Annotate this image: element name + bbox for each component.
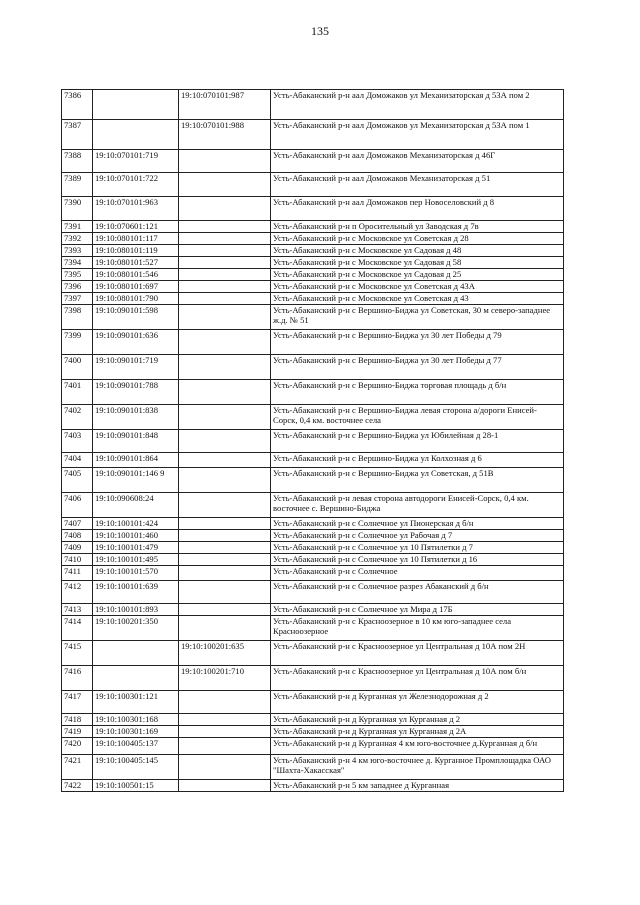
cadastral-number-cell: 19:10:100101:893 bbox=[93, 604, 179, 616]
table-row bbox=[62, 566, 564, 581]
address-cell: Усть-Абаканский р-н п Оросительный ул Заводская д 7в bbox=[271, 221, 564, 233]
row-number-cell: 7418 bbox=[62, 714, 93, 726]
address-cell: Усть-Абаканский р-н с Московское ул Советская д 43А bbox=[271, 281, 564, 293]
cadastral-number-cell: 19:10:100301:168 bbox=[93, 714, 179, 726]
table-row bbox=[62, 430, 564, 453]
cadastral-number-cell: 19:10:100301:121 bbox=[93, 691, 179, 714]
table-row bbox=[62, 380, 564, 405]
row-number-cell: 7398 bbox=[62, 305, 93, 330]
cadastral-number-cell: 19:10:100501:15 bbox=[93, 780, 179, 792]
row-number-cell: 7391 bbox=[62, 221, 93, 233]
address-cell: Усть-Абаканский р-н 5 км западнее д Курганная bbox=[271, 780, 564, 792]
cadastral-number-cell: 19:10:090101:636 bbox=[93, 330, 179, 355]
table-row bbox=[62, 726, 564, 738]
address-cell: Усть-Абаканский р-н аал Доможаков ул Механизаторская д 53А пом 1 bbox=[271, 120, 564, 150]
table-row bbox=[62, 257, 564, 269]
table-row bbox=[62, 233, 564, 245]
address-cell: Усть-Абаканский р-н д Курганная ул Железнодорожная д 2 bbox=[271, 691, 564, 714]
cadastral-number-alt-cell bbox=[179, 305, 271, 330]
table-row bbox=[62, 641, 564, 666]
cadastral-number-alt-cell bbox=[179, 616, 271, 641]
registry-table-body bbox=[62, 90, 564, 792]
cadastral-number-cell: 19:10:080101:697 bbox=[93, 281, 179, 293]
cadastral-number-alt-cell bbox=[179, 269, 271, 281]
address-cell: Усть-Абаканский р-н с Московское ул Советская д 43 bbox=[271, 293, 564, 305]
address-cell: Усть-Абаканский р-н аал Доможаков ул Механизаторская д 53А пом 2 bbox=[271, 90, 564, 120]
table-row bbox=[62, 269, 564, 281]
address-cell: Усть-Абаканский р-н д Курганная 4 км юго-восточнее д.Курганная д б/н bbox=[271, 738, 564, 755]
table-row bbox=[62, 554, 564, 566]
cadastral-number-alt-cell bbox=[179, 453, 271, 468]
row-number-cell: 7404 bbox=[62, 453, 93, 468]
cadastral-number-alt-cell bbox=[179, 726, 271, 738]
cadastral-number-cell: 19:10:090608:24 bbox=[93, 493, 179, 518]
cadastral-number-cell bbox=[93, 666, 179, 691]
table-row bbox=[62, 293, 564, 305]
cadastral-number-alt-cell bbox=[179, 714, 271, 726]
row-number-cell: 7401 bbox=[62, 380, 93, 405]
cadastral-number-cell: 19:10:070101:722 bbox=[93, 173, 179, 197]
cadastral-number-alt-cell: 19:10:100201:710 bbox=[179, 666, 271, 691]
address-cell: Усть-Абаканский р-н с Солнечное ул 10 Пятилетки д 7 bbox=[271, 542, 564, 554]
cadastral-number-alt-cell bbox=[179, 518, 271, 530]
cadastral-number-cell: 19:10:100101:479 bbox=[93, 542, 179, 554]
address-cell: Усть-Абаканский р-н с Вершино-Биджа ул Юбилейная д 28-1 bbox=[271, 430, 564, 453]
cadastral-number-alt-cell bbox=[179, 530, 271, 542]
cadastral-number-cell: 19:10:100405:145 bbox=[93, 755, 179, 780]
cadastral-number-cell: 19:10:100201:350 bbox=[93, 616, 179, 641]
table-row bbox=[62, 780, 564, 792]
row-number-cell: 7409 bbox=[62, 542, 93, 554]
table-row bbox=[62, 90, 564, 120]
table-row bbox=[62, 755, 564, 780]
cadastral-number-alt-cell bbox=[179, 257, 271, 269]
page-number: 135 bbox=[311, 24, 329, 38]
address-cell: Усть-Абаканский р-н с Вершино-Биджа ул 30 лет Победы д 79 bbox=[271, 330, 564, 355]
address-cell: Усть-Абаканский р-н с Солнечное ул Мира д 17Б bbox=[271, 604, 564, 616]
row-number-cell: 7386 bbox=[62, 90, 93, 120]
table-row bbox=[62, 468, 564, 493]
cadastral-number-cell: 19:10:100101:424 bbox=[93, 518, 179, 530]
row-number-cell: 7396 bbox=[62, 281, 93, 293]
row-number-cell: 7408 bbox=[62, 530, 93, 542]
cadastral-number-alt-cell: 19:10:070101:988 bbox=[179, 120, 271, 150]
cadastral-number-alt-cell bbox=[179, 245, 271, 257]
address-cell: Усть-Абаканский р-н д Курганная ул Курганная д 2А bbox=[271, 726, 564, 738]
address-cell: Усть-Абаканский р-н с Вершино-Биджа ул Колхозная д 6 bbox=[271, 453, 564, 468]
address-cell: Усть-Абаканский р-н с Московское ул Садовая д 58 bbox=[271, 257, 564, 269]
row-number-cell: 7394 bbox=[62, 257, 93, 269]
cadastral-number-cell bbox=[93, 641, 179, 666]
row-number-cell: 7403 bbox=[62, 430, 93, 453]
cadastral-number-alt-cell bbox=[179, 542, 271, 554]
row-number-cell: 7389 bbox=[62, 173, 93, 197]
address-cell: Усть-Абаканский р-н левая сторона автодороги Енисей-Сорск, 0,4 км. восточнее с. Вершино-Биджа bbox=[271, 493, 564, 518]
cadastral-number-alt-cell bbox=[179, 755, 271, 780]
row-number-cell: 7413 bbox=[62, 604, 93, 616]
table-row bbox=[62, 530, 564, 542]
table-row bbox=[62, 493, 564, 518]
address-cell: Усть-Абаканский р-н с Солнечное ул 10 Пятилетки д 16 bbox=[271, 554, 564, 566]
address-cell: Усть-Абаканский р-н с Московское ул Садовая д 25 bbox=[271, 269, 564, 281]
table-row bbox=[62, 738, 564, 755]
row-number-cell: 7393 bbox=[62, 245, 93, 257]
cadastral-number-cell: 19:10:100301:169 bbox=[93, 726, 179, 738]
cadastral-number-cell: 19:10:070601:121 bbox=[93, 221, 179, 233]
cadastral-number-cell: 19:10:100101:460 bbox=[93, 530, 179, 542]
row-number-cell: 7388 bbox=[62, 150, 93, 173]
cadastral-number-alt-cell bbox=[179, 150, 271, 173]
row-number-cell: 7395 bbox=[62, 269, 93, 281]
cadastral-number-alt-cell bbox=[179, 430, 271, 453]
cadastral-number-cell: 19:10:080101:117 bbox=[93, 233, 179, 245]
cadastral-number-alt-cell bbox=[179, 197, 271, 221]
table-row bbox=[62, 173, 564, 197]
table-row bbox=[62, 245, 564, 257]
cadastral-number-alt-cell bbox=[179, 554, 271, 566]
cadastral-number-alt-cell bbox=[179, 691, 271, 714]
cadastral-number-cell: 19:10:080101:119 bbox=[93, 245, 179, 257]
row-number-cell: 7417 bbox=[62, 691, 93, 714]
cadastral-number-alt-cell bbox=[179, 173, 271, 197]
row-number-cell: 7387 bbox=[62, 120, 93, 150]
cadastral-number-alt-cell bbox=[179, 293, 271, 305]
address-cell: Усть-Абаканский р-н аал Доможаков Механизаторская д 46Г bbox=[271, 150, 564, 173]
registry-table bbox=[61, 89, 564, 792]
cadastral-number-cell: 19:10:100101:495 bbox=[93, 554, 179, 566]
address-cell: Усть-Абаканский р-н с Красноозерное ул Центральная д 10А пом 2Н bbox=[271, 641, 564, 666]
address-cell: Усть-Абаканский р-н 4 км юго-восточнее д. Курганное Промплощадка ОАО "Шахта-Хакасская" bbox=[271, 755, 564, 780]
row-number-cell: 7399 bbox=[62, 330, 93, 355]
table-row bbox=[62, 355, 564, 380]
address-cell: Усть-Абаканский р-н с Московское ул Советская д 28 bbox=[271, 233, 564, 245]
cadastral-number-cell: 19:10:090101:838 bbox=[93, 405, 179, 430]
row-number-cell: 7420 bbox=[62, 738, 93, 755]
address-cell: Усть-Абаканский р-н с Красноозерное в 10 км юго-западнее села Красноозерное bbox=[271, 616, 564, 641]
cadastral-number-cell: 19:10:090101:719 bbox=[93, 355, 179, 380]
table-row bbox=[62, 305, 564, 330]
cadastral-number-cell: 19:10:080101:790 bbox=[93, 293, 179, 305]
table-row bbox=[62, 453, 564, 468]
address-cell: Усть-Абаканский р-н с Солнечное ул Пионерская д б/н bbox=[271, 518, 564, 530]
table-row bbox=[62, 542, 564, 554]
address-cell: Усть-Абаканский р-н д Курганная ул Курганная д 2 bbox=[271, 714, 564, 726]
cadastral-number-cell bbox=[93, 90, 179, 120]
cadastral-number-cell: 19:10:080101:527 bbox=[93, 257, 179, 269]
row-number-cell: 7416 bbox=[62, 666, 93, 691]
cadastral-number-cell: 19:10:100101:639 bbox=[93, 581, 179, 604]
row-number-cell: 7419 bbox=[62, 726, 93, 738]
cadastral-number-cell: 19:10:080101:546 bbox=[93, 269, 179, 281]
row-number-cell: 7412 bbox=[62, 581, 93, 604]
row-number-cell: 7422 bbox=[62, 780, 93, 792]
address-cell: Усть-Абаканский р-н с Вершино-Биджа ул 30 лет Победы д 77 bbox=[271, 355, 564, 380]
cadastral-number-cell: 19:10:070101:963 bbox=[93, 197, 179, 221]
row-number-cell: 7402 bbox=[62, 405, 93, 430]
row-number-cell: 7421 bbox=[62, 755, 93, 780]
cadastral-number-alt-cell bbox=[179, 380, 271, 405]
table-row bbox=[62, 714, 564, 726]
address-cell: Усть-Абаканский р-н с Солнечное bbox=[271, 566, 564, 581]
address-cell: Усть-Абаканский р-н с Красноозерное ул Центральная д 10А пом б/н bbox=[271, 666, 564, 691]
address-cell: Усть-Абаканский р-н с Вершино-Биджа торговая площадь д б/н bbox=[271, 380, 564, 405]
table-row bbox=[62, 666, 564, 691]
row-number-cell: 7414 bbox=[62, 616, 93, 641]
table-row bbox=[62, 120, 564, 150]
table-row bbox=[62, 616, 564, 641]
table-row bbox=[62, 281, 564, 293]
table-row bbox=[62, 405, 564, 430]
table-row bbox=[62, 197, 564, 221]
cadastral-number-alt-cell bbox=[179, 468, 271, 493]
table-row bbox=[62, 150, 564, 173]
cadastral-number-alt-cell bbox=[179, 566, 271, 581]
cadastral-number-alt-cell: 19:10:070101:987 bbox=[179, 90, 271, 120]
address-cell: Усть-Абаканский р-н с Вершино-Биджа ул Советская, д 51В bbox=[271, 468, 564, 493]
row-number-cell: 7392 bbox=[62, 233, 93, 245]
address-cell: Усть-Абаканский р-н с Вершино-Биджа ул Советская, 30 м северо-западнее ж.д. № 51 bbox=[271, 305, 564, 330]
cadastral-number-cell: 19:10:090101:864 bbox=[93, 453, 179, 468]
cadastral-number-cell: 19:10:090101:848 bbox=[93, 430, 179, 453]
address-cell: Усть-Абаканский р-н с Солнечное разрез Абаканский д б/н bbox=[271, 581, 564, 604]
cadastral-number-alt-cell bbox=[179, 355, 271, 380]
table-row bbox=[62, 691, 564, 714]
row-number-cell: 7405 bbox=[62, 468, 93, 493]
row-number-cell: 7400 bbox=[62, 355, 93, 380]
address-cell: Усть-Абаканский р-н с Вершино-Биджа левая сторона а/дороги Енисей-Сорск, 0,4 км. восточнее села bbox=[271, 405, 564, 430]
table-row bbox=[62, 604, 564, 616]
table-row bbox=[62, 581, 564, 604]
cadastral-number-alt-cell bbox=[179, 738, 271, 755]
row-number-cell: 7415 bbox=[62, 641, 93, 666]
cadastral-number-cell: 19:10:070101:719 bbox=[93, 150, 179, 173]
address-cell: Усть-Абаканский р-н аал Доможаков Механизаторская д 51 bbox=[271, 173, 564, 197]
cadastral-number-alt-cell bbox=[179, 581, 271, 604]
table-row bbox=[62, 330, 564, 355]
cadastral-number-alt-cell bbox=[179, 493, 271, 518]
cadastral-number-alt-cell bbox=[179, 405, 271, 430]
address-cell: Усть-Абаканский р-н с Московское ул Садовая д 48 bbox=[271, 245, 564, 257]
cadastral-number-alt-cell bbox=[179, 221, 271, 233]
cadastral-number-alt-cell: 19:10:100201:635 bbox=[179, 641, 271, 666]
row-number-cell: 7411 bbox=[62, 566, 93, 581]
cadastral-number-cell: 19:10:100101:570 bbox=[93, 566, 179, 581]
row-number-cell: 7397 bbox=[62, 293, 93, 305]
cadastral-number-cell: 19:10:090101:146 9 bbox=[93, 468, 179, 493]
cadastral-number-alt-cell bbox=[179, 780, 271, 792]
cadastral-number-cell: 19:10:090101:788 bbox=[93, 380, 179, 405]
row-number-cell: 7407 bbox=[62, 518, 93, 530]
row-number-cell: 7406 bbox=[62, 493, 93, 518]
address-cell: Усть-Абаканский р-н с Солнечное ул Рабочая д 7 bbox=[271, 530, 564, 542]
table-row bbox=[62, 518, 564, 530]
row-number-cell: 7390 bbox=[62, 197, 93, 221]
address-cell: Усть-Абаканский р-н аал Доможаков пер Новоселовский д 8 bbox=[271, 197, 564, 221]
cadastral-number-alt-cell bbox=[179, 233, 271, 245]
cadastral-number-alt-cell bbox=[179, 281, 271, 293]
cadastral-number-cell: 19:10:090101:598 bbox=[93, 305, 179, 330]
cadastral-number-alt-cell bbox=[179, 330, 271, 355]
cadastral-number-cell: 19:10:100405:137 bbox=[93, 738, 179, 755]
table-row bbox=[62, 221, 564, 233]
cadastral-number-alt-cell bbox=[179, 604, 271, 616]
cadastral-number-cell bbox=[93, 120, 179, 150]
row-number-cell: 7410 bbox=[62, 554, 93, 566]
